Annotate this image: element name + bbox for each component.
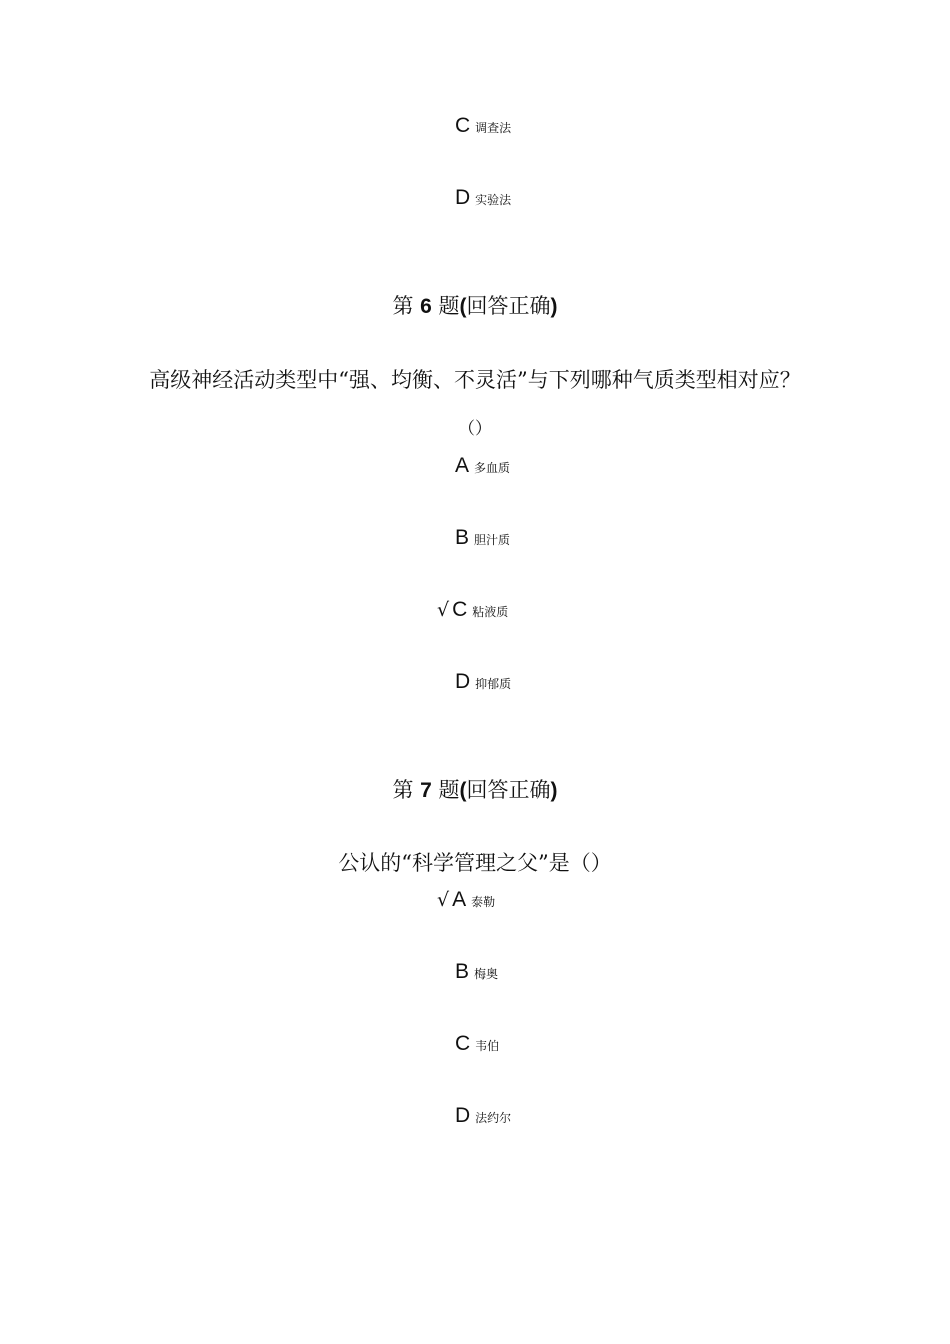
option-c[interactable] <box>437 598 508 622</box>
option-a[interactable] <box>437 888 495 912</box>
option-d[interactable] <box>455 186 511 210</box>
question-heading: 第 6 题(回答正确) <box>392 294 558 318</box>
option-letter: D <box>455 1104 471 1127</box>
option-text: 梅奥 <box>474 967 499 981</box>
option-text: 抑郁质 <box>475 677 512 691</box>
option-b[interactable] <box>455 960 498 984</box>
option-d[interactable] <box>455 670 511 694</box>
question-number: 7 <box>420 779 432 802</box>
option-a[interactable] <box>455 454 510 478</box>
option-letter: A <box>452 888 467 911</box>
option-letter: D <box>455 186 471 209</box>
question-heading: 第 7 题(回答正确) <box>392 778 558 802</box>
option-letter: B <box>455 960 470 983</box>
option-text: 胆汁质 <box>474 533 511 547</box>
option-c[interactable] <box>455 1032 499 1056</box>
question-text: 公认的“科学管理之父”是（） <box>338 851 612 875</box>
option-text: 泰勒 <box>471 895 496 909</box>
option-text: 多血质 <box>474 461 511 475</box>
option-text: 韦伯 <box>475 1039 500 1053</box>
answer-status: 回答正确 <box>466 778 551 802</box>
question-text-continued: （） <box>458 419 492 439</box>
question-number: 6 <box>420 295 432 318</box>
option-letter: D <box>455 670 471 693</box>
question-text: 高级神经活动类型中“强、均衡、不灵活”与下列哪种气质类型相对应？ <box>149 368 801 392</box>
option-text: 调查法 <box>475 121 512 135</box>
option-d[interactable] <box>455 1104 511 1128</box>
option-letter: C <box>452 598 468 621</box>
option-letter: C <box>455 1032 471 1055</box>
option-b[interactable] <box>455 526 510 550</box>
checkmark-icon: √ <box>437 599 450 621</box>
option-text: 法约尔 <box>475 1111 512 1125</box>
option-letter: A <box>455 454 470 477</box>
checkmark-icon: √ <box>437 889 450 911</box>
option-text: 实验法 <box>475 193 512 207</box>
option-letter: B <box>455 526 470 549</box>
answer-status: 回答正确 <box>466 294 551 318</box>
option-letter: C <box>455 114 471 137</box>
option-c[interactable] <box>455 114 511 138</box>
option-text: 粘液质 <box>472 605 509 619</box>
